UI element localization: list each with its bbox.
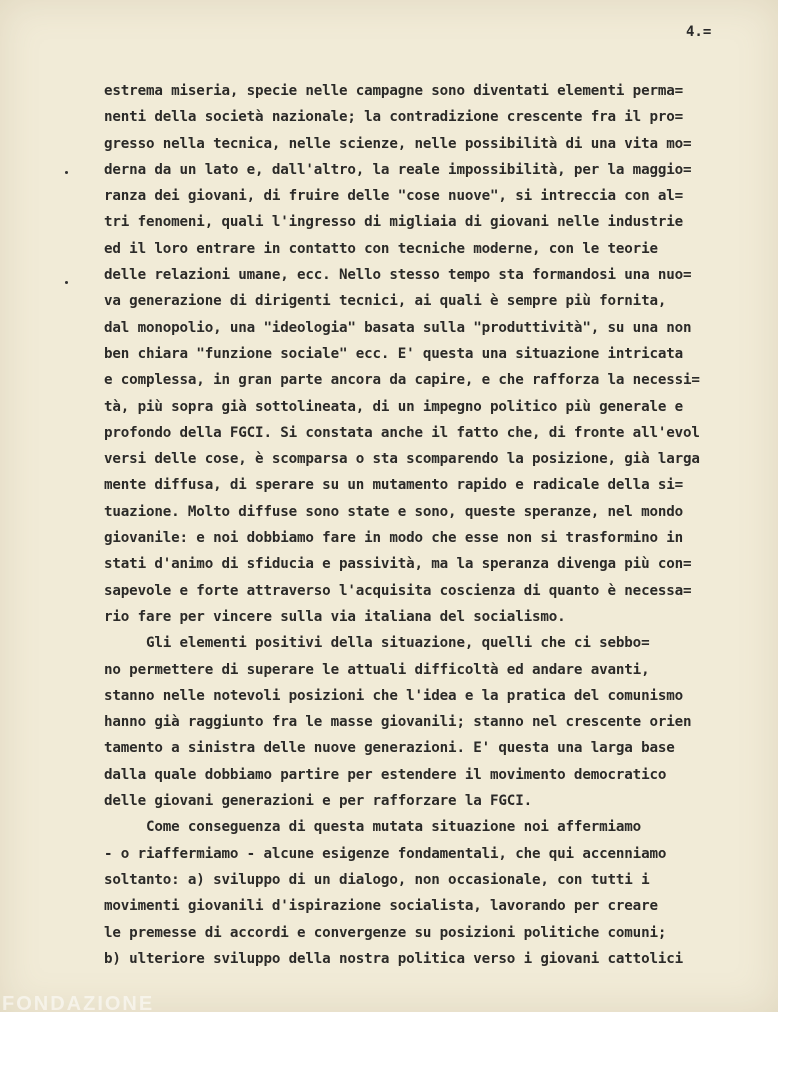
text-line: Come conseguenza di questa mutata situazione noi affermiamo <box>104 819 642 836</box>
text-line: mente diffusa, di sperare su un mutamento rapido e radicale della si= <box>104 477 684 494</box>
body-text <box>104 78 772 972</box>
text-line: tà, più sopra già sottolineata, di un impegno politico più generale e <box>104 398 684 415</box>
text-line: tri fenomeni, quali l'ingresso di migliaia di giovani nelle industrie <box>104 214 684 231</box>
text-line: - o riaffermiamo - alcune esigenze fondamentali, che qui accenniamo <box>104 845 667 862</box>
margin-mark <box>65 281 68 284</box>
text-line: tamento a sinistra delle nuove generazioni. E' questa una larga base <box>104 740 675 757</box>
text-line: le premesse di accordi e convergenze su posizioni politiche comuni; <box>104 924 667 941</box>
watermark: FONDAZIONE <box>2 993 155 1015</box>
text-line: dalla quale dobbiamo partire per estendere il movimento democratico <box>104 766 667 783</box>
text-line: dal monopolio, una "ideologia" basata sulla "produttività", su una non <box>104 319 692 336</box>
page-number: 4.= <box>686 24 712 40</box>
text-line: sapevole e forte attraverso l'acquisita coscienza di quanto è necessa= <box>104 582 692 599</box>
text-line: Gli elementi positivi della situazione, quelli che ci sebbo= <box>104 635 650 652</box>
text-line: ben chiara "funzione sociale" ecc. E' questa una situazione intricata <box>104 345 684 362</box>
text-line: ed il loro entrare in contatto con tecniche moderne, con le teorie <box>104 240 658 257</box>
text-line: rio fare per vincere sulla via italiana del socialismo. <box>104 608 566 625</box>
text-line: delle relazioni umane, ecc. Nello stesso tempo sta formandosi una nuo= <box>104 267 692 284</box>
text-line: stati d'animo di sfiducia e passività, ma la speranza divenga più con= <box>104 556 692 573</box>
text-line: delle giovani generazioni e per rafforzare la FGCI. <box>104 793 532 810</box>
text-line: stanno nelle notevoli posizioni che l'idea e la pratica del comunismo <box>104 687 684 704</box>
text-line: estrema miseria, specie nelle campagne sono diventati elementi perma= <box>104 83 684 99</box>
text-line: no permettere di superare le attuali difficoltà ed andare avanti, <box>104 661 650 678</box>
text-line: gresso nella tecnica, nelle scienze, nelle possibilità di una vita mo= <box>104 135 692 152</box>
text-line: giovanile: e noi dobbiamo fare in modo che esse non si trasformino in <box>104 530 684 547</box>
text-line: ranza dei giovani, di fruire delle "cose nuove", si intreccia con al= <box>104 188 684 205</box>
text-line: nenti della società nazionale; la contradizione crescente fra il pro= <box>104 109 684 126</box>
text-line: tuazione. Molto diffuse sono state e sono, queste speranze, nel mondo <box>104 503 684 520</box>
text-line: soltanto: a) sviluppo di un dialogo, non occasionale, con tutti i <box>104 871 650 888</box>
text-line: b) ulteriore sviluppo della nostra politica verso i giovani cattolici <box>104 950 684 967</box>
text-line: profondo della FGCI. Si constata anche il fatto che, di fronte all'evol <box>104 424 700 441</box>
text-line: versi delle cose, è scomparsa o sta scomparendo la posizione, già larga <box>104 451 700 468</box>
text-line: va generazione di dirigenti tecnici, ai quali è sempre più fornita, <box>104 293 667 310</box>
margin-mark <box>65 171 68 174</box>
text-line: hanno già raggiunto fra le masse giovanili; stanno nel crescente orien <box>104 714 692 731</box>
text-line: movimenti giovanili d'ispirazione socialista, lavorando per creare <box>104 898 658 915</box>
text-line: e complessa, in gran parte ancora da capire, e che rafforza la necessi= <box>104 372 700 389</box>
text-line: derna da un lato e, dall'altro, la reale impossibilità, per la maggio= <box>104 161 692 178</box>
